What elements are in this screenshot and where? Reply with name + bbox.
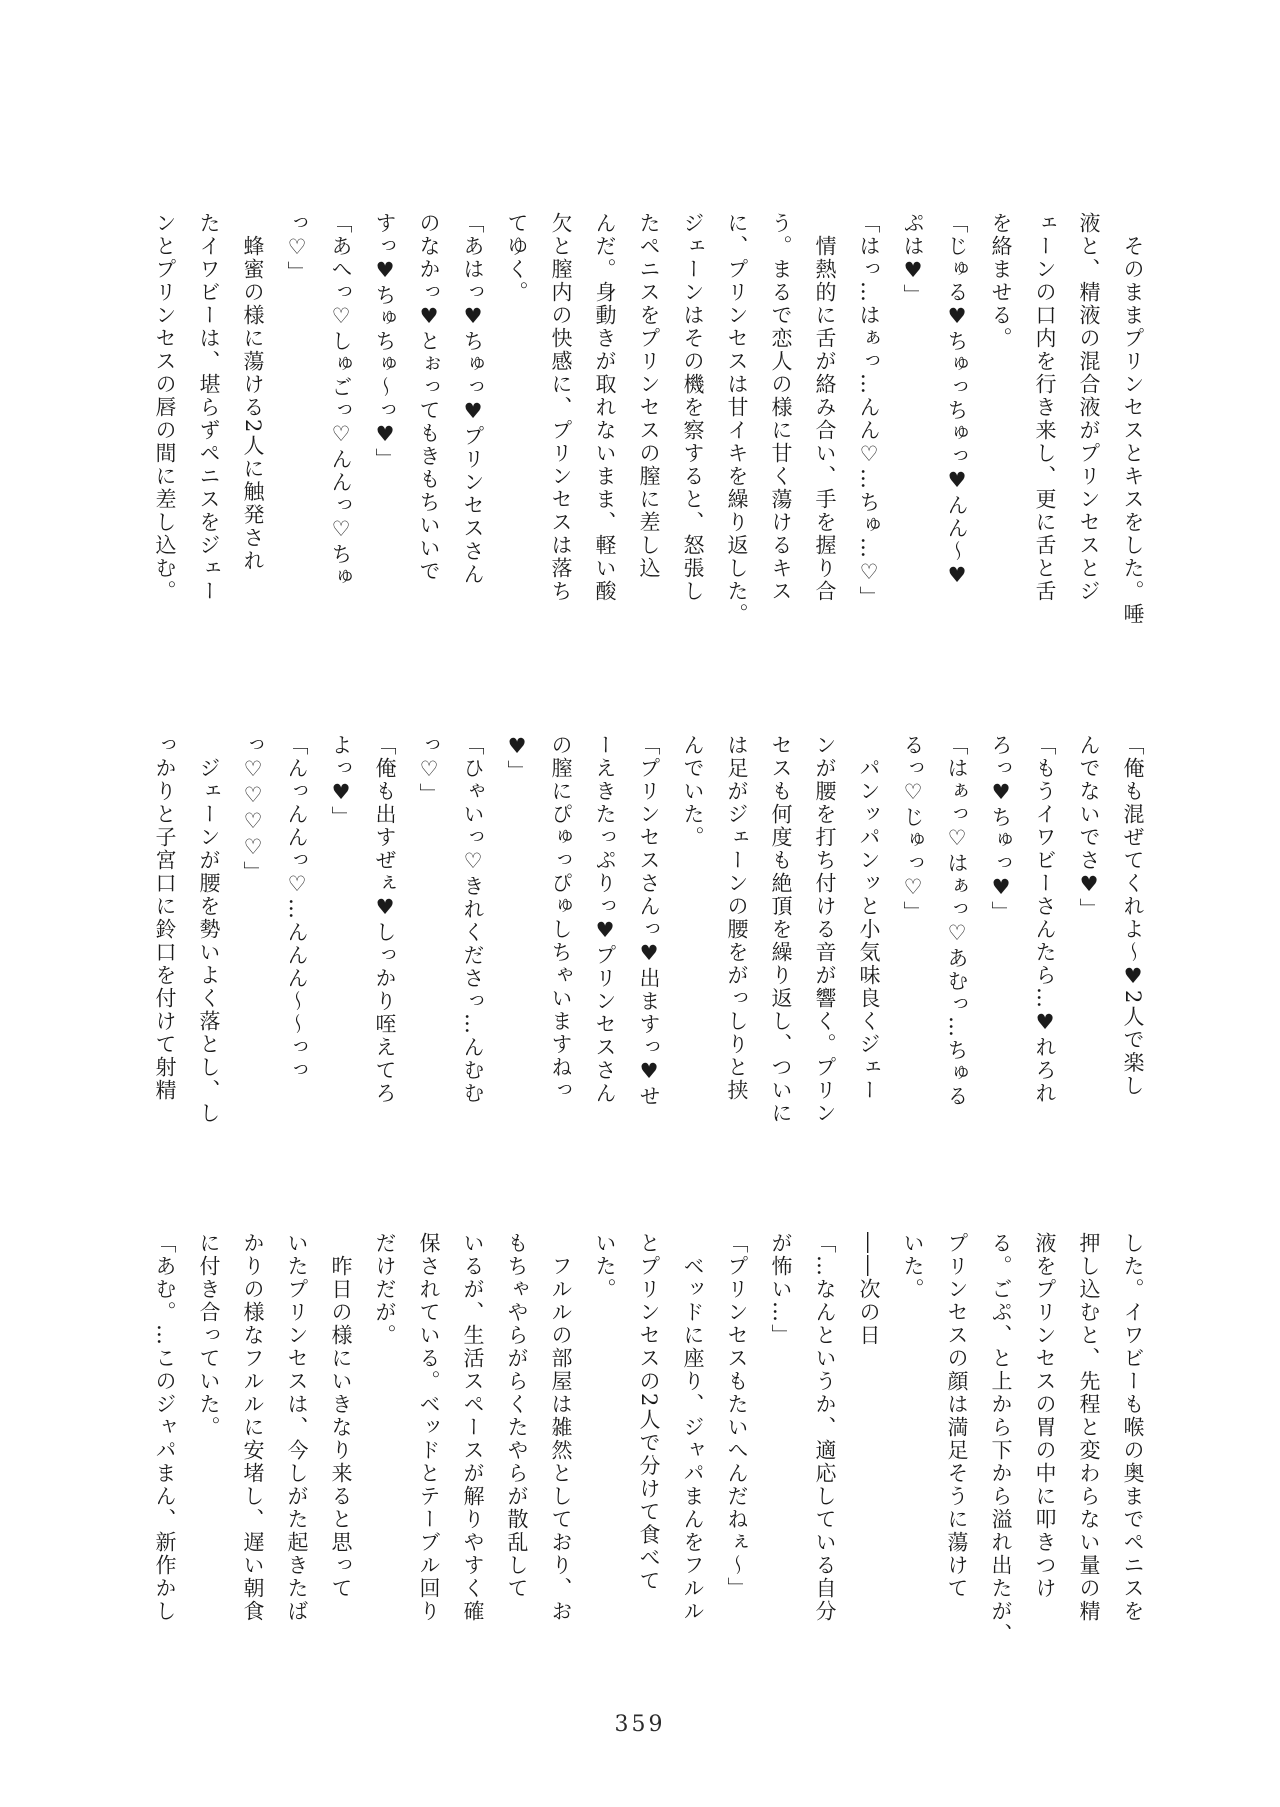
text-line: ンとプリンセスの唇の間に差し込む。 <box>153 212 177 603</box>
text-line: 昨日の様にいきなり来ると思って <box>329 1255 353 1600</box>
text-line: ェーンの口内を行き来し、更に舌と舌 <box>1033 212 1057 603</box>
text-line: 「俺も混ぜてくれよ～♥2人で楽し <box>1121 734 1145 1098</box>
text-line: よっ♥」 <box>329 734 353 829</box>
text-line: 情熱的に舌が絡み合い、手を握り合 <box>813 235 837 603</box>
text-line: 押し込むと、先程と変わらない量の精 <box>1077 1232 1101 1623</box>
text-line: とプリンセスの2人で分けて食べて <box>637 1232 661 1593</box>
text-line: 液をプリンセスの胃の中に叩きつけ <box>1033 1232 1057 1600</box>
text-line: っ♡♡♡♡」 <box>241 734 265 884</box>
text-line: る。ごぷ、と上から下から溢れ出たが、 <box>989 1232 1013 1646</box>
text-line: セスも何度も絶頂を繰り返し、ついに <box>769 734 793 1125</box>
page-number: 359 <box>614 1712 666 1737</box>
text-line: いたプリンセスは、今しがた起きたば <box>285 1232 309 1623</box>
text-line: すっ♥ちゅちゅ～っ♥」 <box>373 212 397 471</box>
text-line: いた。 <box>593 1232 617 1301</box>
text-line: てゆく。 <box>505 212 529 304</box>
text-line: いた。 <box>901 1232 925 1301</box>
text-line: んでないでさ♥」 <box>1077 734 1101 921</box>
text-line: 「あへっ♡しゅごっ♡んんっ♡ちゅ <box>329 212 353 589</box>
text-line: が怖い…」 <box>769 1232 793 1347</box>
text-line: そのままプリンセスとキスをした。唾 <box>1121 235 1145 626</box>
text-line: ベッドに座り、ジャパまんをフルル <box>681 1255 705 1623</box>
text-line: を絡ませる。 <box>989 212 1013 350</box>
text-line: たイワビーは、堪らずペニスをジェー <box>197 212 221 603</box>
text-line: 「じゅる♥ちゅっちゅっ♥んん～♥ <box>945 212 969 589</box>
text-line: 保されている。ベッドとテーブル回り <box>417 1232 441 1623</box>
text-line: パンッパンッと小気味良くジェー <box>857 757 881 1102</box>
text-line: かりの様なフルルに安堵し、遅い朝食 <box>241 1232 265 1623</box>
text-line: いるが、生活スペースが解りやすく確 <box>461 1232 485 1623</box>
text-line: っ♡」 <box>285 212 309 284</box>
text-line: 「もうイワビーさんたら…♥れろれ <box>1033 734 1057 1105</box>
text-line: んだ。身動きが取れないまま、軽い酸 <box>593 212 617 603</box>
text-line: っ♡」 <box>417 734 441 806</box>
text-line: 「プリンセスもたいへんだねぇ～」 <box>725 1232 749 1600</box>
text-line: 液と、精液の混合液がプリンセスとジ <box>1077 212 1101 603</box>
text-line: は足がジェーンの腰をがっしりと挟 <box>725 734 749 1102</box>
text-line: 「はっ…はぁっ…んん♡…ちゅ…♡」 <box>857 212 881 609</box>
text-line: 「…なんというか、適応している自分 <box>813 1232 837 1623</box>
text-line: のなかっ♥とぉってもきもちいいで <box>417 212 441 583</box>
text-line: ジェーンはその機を察すると、怒張し <box>681 212 705 603</box>
text-line: に付き合っていた。 <box>197 1232 221 1439</box>
text-line: ♥」 <box>505 734 529 783</box>
text-line: ぷは♥」 <box>901 212 925 307</box>
text-line: 「ひゃいっ♡きれくださっ…んむむ <box>461 734 485 1105</box>
text-line: 「はぁっ♡はぁっ♡あむっ…ちゅる <box>945 734 969 1108</box>
text-line: した。イワビーも喉の奥までペニスを <box>1121 1232 1145 1623</box>
text-line: う。まるで恋人の様に甘く蕩けるキス <box>769 212 793 603</box>
text-line: 「あむ。…このジャパまん、新作かし <box>153 1232 177 1623</box>
text-line: たペニスをプリンセスの膣に差し込 <box>637 212 661 580</box>
text-line: んでいた。 <box>681 734 705 849</box>
text-line: ンが腰を打ち付ける音が響く。プリン <box>813 734 837 1125</box>
text-line: プリンセスの顔は満足そうに蕩けて <box>945 1232 969 1600</box>
text-line: ーえきたっぷりっ♥プリンセスさん <box>593 734 617 1105</box>
text-line: 「あはっ♥ちゅっ♥プリンセスさん <box>461 212 485 586</box>
text-line: るっ♡じゅっ♡」 <box>901 734 925 924</box>
text-line: に、プリンセスは甘イキを繰り返した。 <box>725 212 749 626</box>
text-line: ――次の日 <box>857 1232 881 1347</box>
text-line: の膣にぴゅっぴゅしちゃいますねっ <box>549 734 573 1102</box>
text-block-bottom <box>143 1232 1155 1646</box>
text-block-middle <box>143 734 1155 1128</box>
text-line: ろっ♥ちゅっ♥」 <box>989 734 1013 924</box>
text-line: 欠と膣内の快感に、プリンセスは落ち <box>549 212 573 603</box>
text-line: 「プリンセスさんっ♥出ますっ♥せ <box>637 734 661 1108</box>
text-block-top <box>143 212 1155 626</box>
text-line: だけだが。 <box>373 1232 397 1347</box>
text-line: フルルの部屋は雑然としており、お <box>549 1255 573 1623</box>
text-line: 「んっんんっ♡…んんん～～っっ <box>285 734 309 1082</box>
text-line: ジェーンが腰を勢いよく落とし、し <box>197 757 221 1125</box>
text-line: もちゃやらがらくたやらが散乱して <box>505 1232 529 1600</box>
text-line: 蜂蜜の様に蕩ける2人に触発され <box>241 235 265 573</box>
text-line: 「俺も出すぜぇ♥しっかり咥えてろ <box>373 734 397 1105</box>
text-line: っかりと子宮口に鈴口を付けて射精 <box>153 734 177 1102</box>
